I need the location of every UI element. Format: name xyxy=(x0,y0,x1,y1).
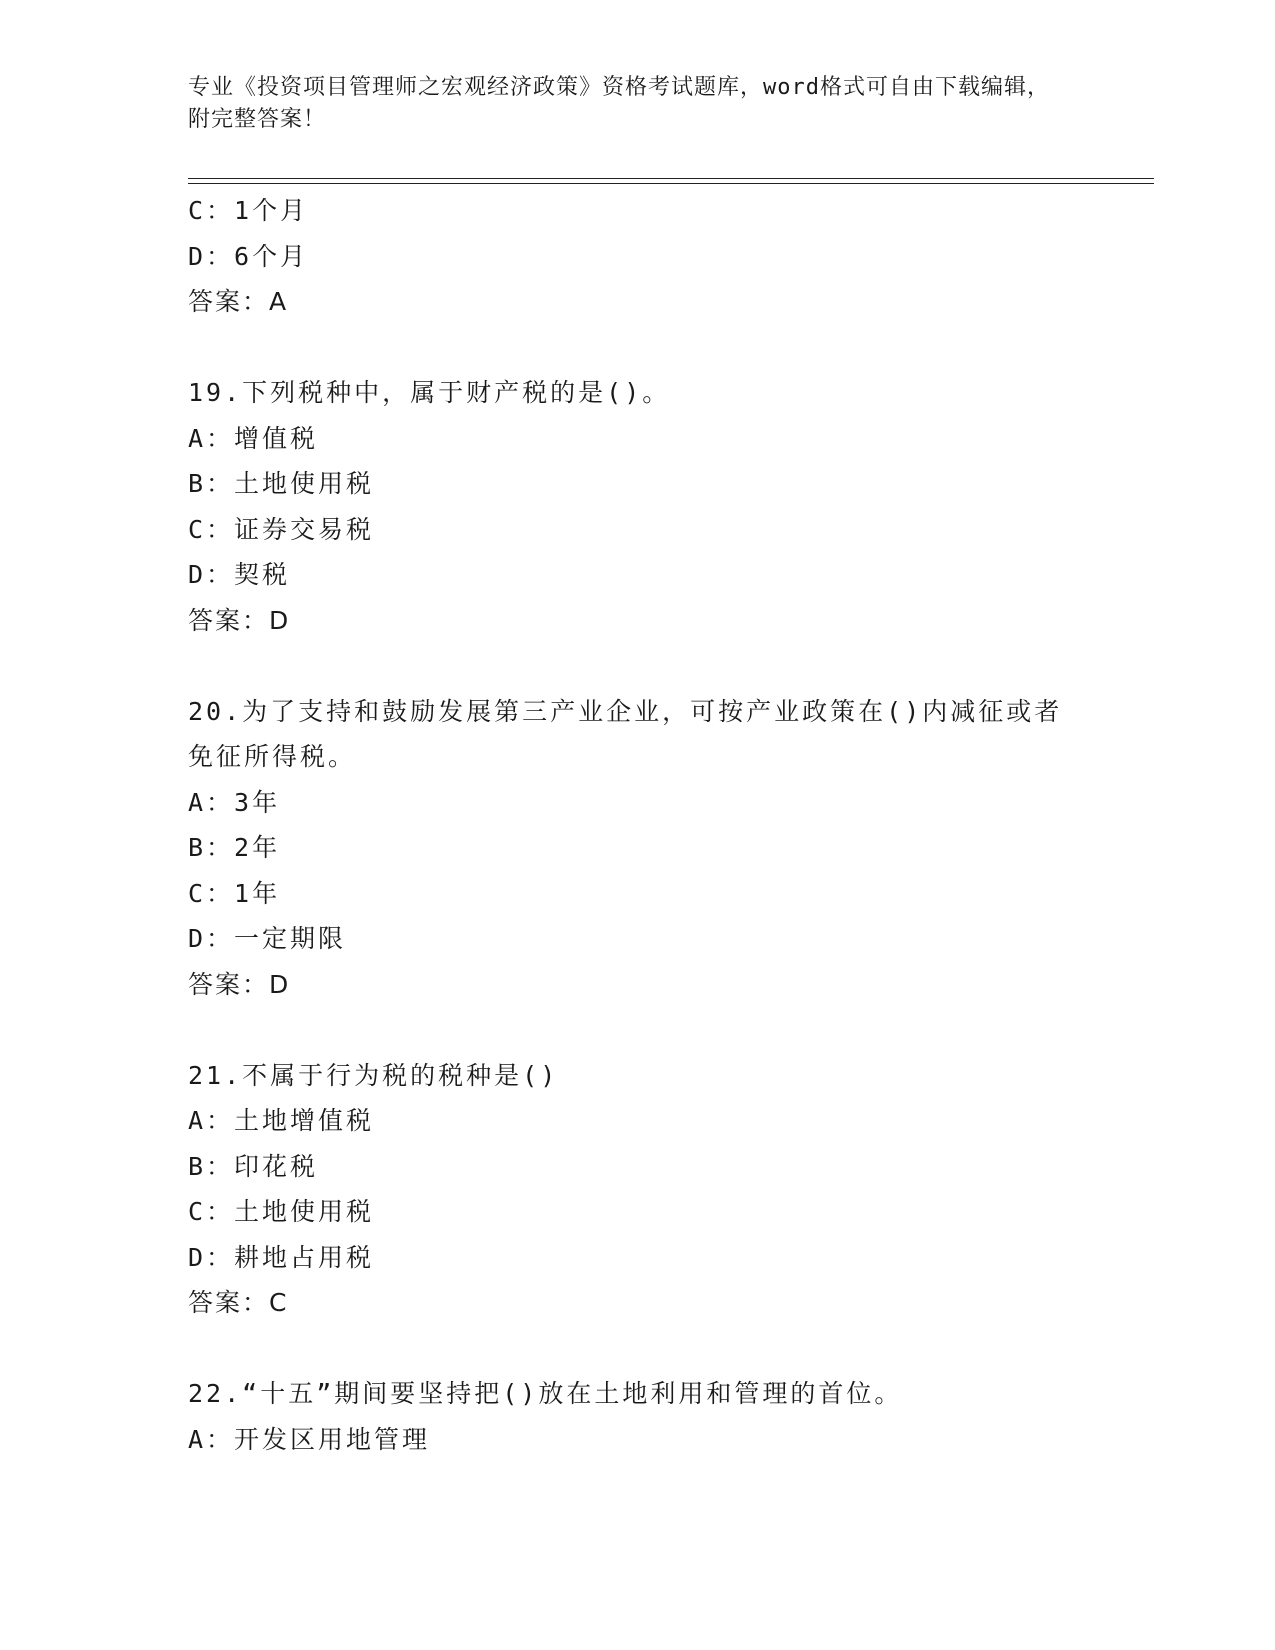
option-line: A：土地增值税 xyxy=(188,1106,375,1135)
option-line: D：耕地占用税 xyxy=(188,1242,375,1272)
option-line: C：土地使用税 xyxy=(188,1197,375,1226)
option-line: B：2年 xyxy=(188,833,281,862)
spacer xyxy=(188,643,1088,689)
option-line: C：1个月 xyxy=(188,196,309,225)
question-line-continued: 免征所得税。 xyxy=(188,742,357,771)
option-line: C：1年 xyxy=(188,878,281,908)
header-divider-bottom xyxy=(188,183,1154,184)
question-line: 19.下列税种中，属于财产税的是()。 xyxy=(188,378,671,407)
option-line: D：契税 xyxy=(188,560,291,589)
question-line: 21.不属于行为税的税种是() xyxy=(188,1060,559,1090)
option-line: C：证券交易税 xyxy=(188,514,375,544)
question-line: 20.为了支持和鼓励发展第三产业企业，可按产业政策在()内减征或者 xyxy=(188,696,1063,726)
option-line: D：一定期限 xyxy=(188,924,347,953)
answer-line: 答案：C xyxy=(188,1288,289,1317)
option-line: D：6个月 xyxy=(188,241,309,271)
header-title: 专业《投资项目管理师之宏观经济政策》资格考试题库，word格式可自由下载编辑，附完整答案！ xyxy=(188,75,1050,132)
question-line: 22.“十五”期间要坚持把()放在土地利用和管理的首位。 xyxy=(188,1379,903,1408)
option-line: A：3年 xyxy=(188,787,281,817)
answer-line: 答案：D xyxy=(188,969,291,999)
spacer xyxy=(188,325,1088,371)
option-line: B：土地使用税 xyxy=(188,469,375,498)
spacer xyxy=(188,1326,1088,1372)
document-header xyxy=(188,72,1068,136)
question-list xyxy=(188,188,1088,1462)
option-line: A：开发区用地管理 xyxy=(188,1424,431,1454)
answer-line: 答案：A xyxy=(188,287,289,316)
option-line: A：增值税 xyxy=(188,423,319,453)
answer-line: 答案：D xyxy=(188,605,291,635)
spacer xyxy=(188,1007,1088,1053)
option-line: B：印花税 xyxy=(188,1151,319,1181)
header-divider-top xyxy=(188,178,1154,179)
